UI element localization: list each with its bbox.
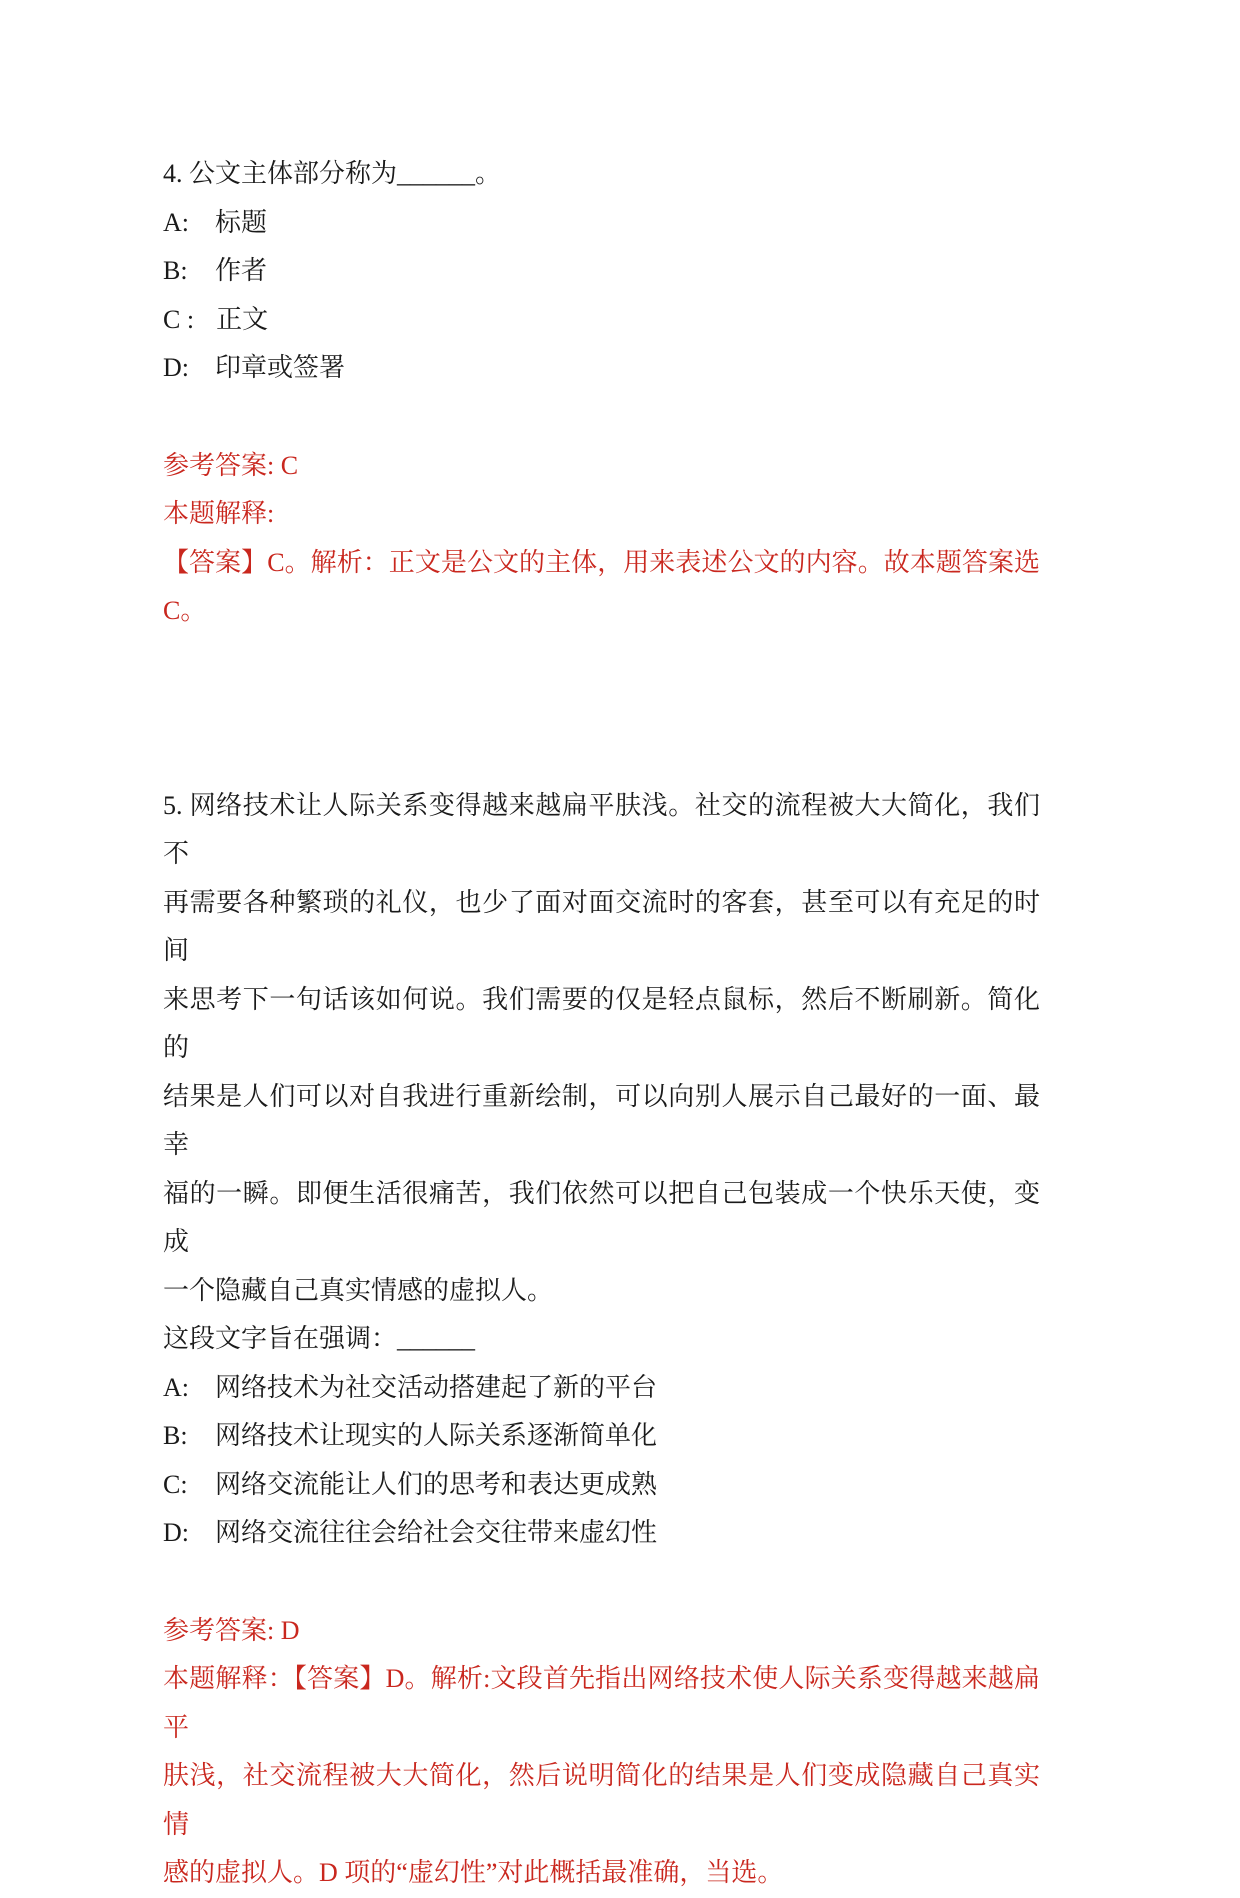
question-4-option-d bbox=[163, 344, 1040, 393]
question-5-option-c bbox=[163, 1461, 1040, 1510]
option-text: 网络技术让现实的人际关系逐渐简单化 bbox=[215, 1421, 658, 1450]
option-text: 作者 bbox=[215, 256, 268, 285]
spacer bbox=[163, 1558, 1040, 1607]
explanation-line: C。 bbox=[163, 596, 207, 625]
option-text: 标题 bbox=[215, 207, 268, 237]
option-text: 网络技术为社交活动搭建起了新的平台 bbox=[215, 1372, 658, 1402]
option-label: C: bbox=[163, 1469, 188, 1499]
option-label: B: bbox=[163, 256, 188, 285]
stem-line: 再需要各种繁琐的礼仪，也少了面对面交流时的客套，甚至可以有充足的时间 bbox=[163, 887, 1040, 965]
stem-line: 结果是人们可以对自我进行重新绘制，可以向别人展示自己最好的一面、最幸 bbox=[163, 1081, 1040, 1159]
option-text: 印章或签署 bbox=[215, 353, 346, 382]
option-label: D: bbox=[163, 1518, 189, 1547]
option-label: C : bbox=[163, 304, 195, 334]
question-5-explanation bbox=[163, 1655, 1040, 1898]
question-4-option-a bbox=[163, 199, 1040, 248]
option-text: 网络交流往往会给社会交往带来虚幻性 bbox=[215, 1518, 658, 1547]
question-5-option-d bbox=[163, 1509, 1040, 1558]
question-4 bbox=[163, 150, 1040, 636]
question-5-stem bbox=[163, 782, 1040, 1316]
stem-line: 一个隐藏自己真实情感的虚拟人。 bbox=[163, 1275, 554, 1305]
option-text: 正文 bbox=[216, 304, 269, 334]
spacer bbox=[163, 393, 1040, 442]
question-5-prompt: 这段文字旨在强调：______ bbox=[163, 1324, 476, 1353]
question-4-option-b bbox=[163, 247, 1040, 296]
option-text: 网络交流能让人们的思考和表达更成熟 bbox=[215, 1469, 658, 1499]
option-label: A: bbox=[163, 207, 189, 237]
question-5-option-a bbox=[163, 1364, 1040, 1413]
question-4-explanation bbox=[163, 539, 1040, 636]
question-5-reference-answer: 参考答案: D bbox=[163, 1615, 300, 1645]
question-4-stem: 4. 公文主体部分称为______。 bbox=[163, 159, 502, 188]
question-4-explanation-heading: 本题解释: bbox=[163, 499, 275, 528]
question-5 bbox=[163, 782, 1040, 1898]
explanation-line: 感的虚拟人。D 项的“虚幻性”对此概括最准确，当选。 bbox=[163, 1858, 784, 1887]
question-5-option-b bbox=[163, 1412, 1040, 1461]
question-4-option-c bbox=[163, 296, 1040, 345]
option-label: D: bbox=[163, 353, 189, 382]
section-spacer bbox=[163, 636, 1040, 782]
stem-line: 福的一瞬。即便生活很痛苦，我们依然可以把自己包装成一个快乐天使，变成 bbox=[163, 1178, 1040, 1256]
explanation-line: 肤浅，社交流程被大大简化，然后说明简化的结果是人们变成隐藏自己真实情 bbox=[163, 1761, 1040, 1839]
explanation-line: 【答案】C。解析：正文是公文的主体，用来表述公文的内容。故本题答案选 bbox=[163, 547, 1040, 577]
option-label: B: bbox=[163, 1421, 188, 1450]
explanation-line: 本题解释：【答案】D。解析:文段首先指出网络技术使人际关系变得越来越扁平 bbox=[163, 1664, 1040, 1742]
stem-line: 5. 网络技术让人际关系变得越来越扁平肤浅。社交的流程被大大简化，我们不 bbox=[163, 790, 1040, 868]
stem-line: 来思考下一句话该如何说。我们需要的仅是轻点鼠标，然后不断刷新。简化的 bbox=[163, 984, 1040, 1062]
option-label: A: bbox=[163, 1372, 189, 1402]
question-4-reference-answer: 参考答案: C bbox=[163, 450, 299, 480]
